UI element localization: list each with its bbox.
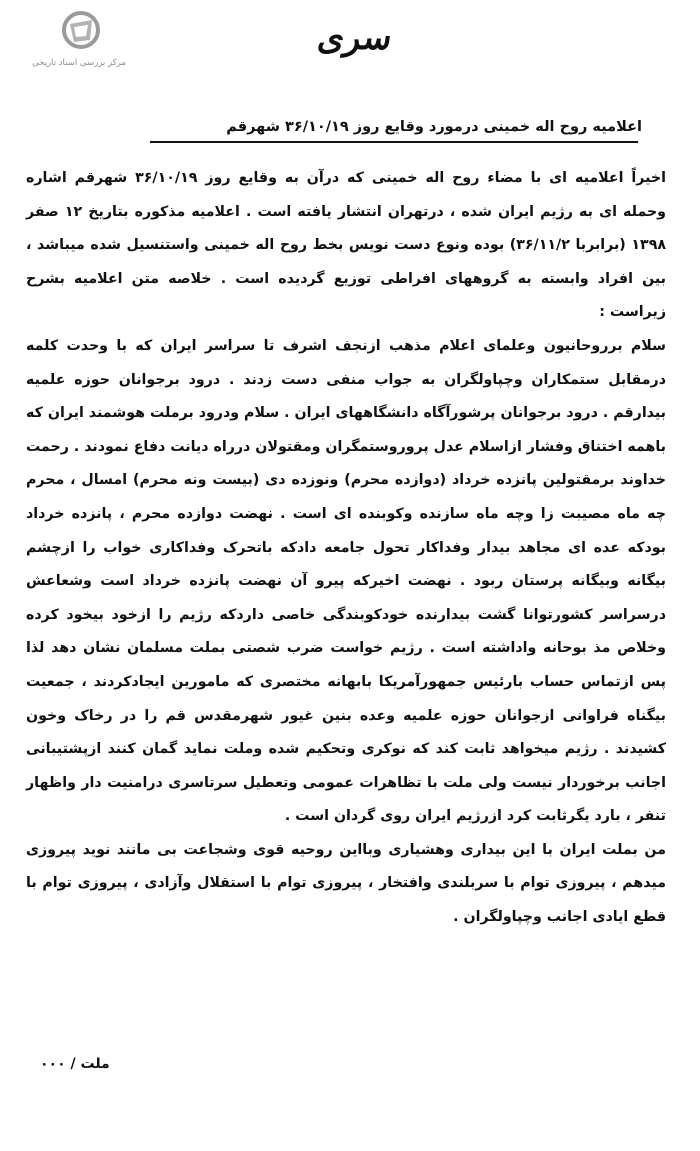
archive-logo (14, 10, 144, 72)
classification-mark: سری (315, 18, 395, 58)
archive-seal-icon (62, 10, 100, 54)
document-title: اعلامیه روح اله خمینی درمورد وقایع روز ۳۶/۱۰/۱۹ شهرقم (226, 119, 642, 135)
title-underline (150, 141, 638, 143)
paragraph-conclusion: من بملت ایران با این بیداری وهشیاری وبااین روحیه قوی وشجاعت بی مانند نوید پیروزی میدهم ، پیروزی توام با سربلندی وافتخار ، پیروزی توام با استقلال وآزادی ، پیروزی توام با قطع ایادی اجانب وچپاولگران . (26, 841, 666, 926)
archive-logo-text: مرکز بررسی اسناد تاریخی (32, 58, 126, 68)
document-body (26, 162, 666, 935)
paragraph-main: سلام برروحانیون وعلمای اعلام مذهب ازنجف اشرف تا سراسر ایران که با وحدت کلمه درمقابل ستمکاران وچپاولگران به جواب منفی دست زدند . درود برجوانان حوزه علمیه بیدارقم . درود برجوانان پرشورآگاه دانشگاههای ایران . سلام ودرود برملت هوشمند ایران که باهمه اختناق وفشار ازاسلام عدل پروروستمگران ومقتولان درراه دیانت دفاع نمودند . رحمت خداوند برمقتولین پانزده خرداد (دوازده محرم) ونوزده دی (بیست ونه محرم) امسال ، محرم چه ماه مصیبت زا وچه ماه سازنده وکوبنده ای است . نهضت دوازده محرم ، پانزده خرداد بودکه عده ای مجاهد بیدار وفداکار تحول جامعه دادکه باتحرک وفداکاری خواب را ازچشم بیگانه وبیگانه پرستان ربود . نهضت اخیرکه پیرو آن نهضت پانزده خرداد است وشعاعش درسراسر کشورتوانا گشت بیدارنده خودکوبندگی خاصی داردکه رژیم را ازخود بیخود کرده وخلاص مذ بوحانه واداشته است . رژیم خواست ضرب شصتی بملت مسلمان نشان دهد لذا پس ازتماس حساب بارئیس جمهورآمریکا بابهانه مختصری که مامورین ایجادکردند ، جمعیت بیگناه فراوانی ازجوانان حوزه علمیه وعده بنین غیور شهرمقدس قم را در رخاک وخون کشیدند . رژیم میخواهد ثابت کند که نوکری وتحکیم شده وملت نماید گمان کنند ازپشتیبانی اجانب برخوردار نیست ولی ملت با تظاهرات عمومی وتعطیل سرتاسری درامنیت دار واظهار تنفر ، بارد یگرثابت کرد ازرژیم ایران روی گردان است . (26, 337, 666, 825)
paragraph-intro: اخیراً اعلامیه ای با مضاء روح اله خمینی که درآن به وقایع روز ۳۶/۱۰/۱۹ شهرقم اشاره وحمله ای به رژیم ایران شده ، درتهران انتشار یافته است . اعلامیه مذکوره بتاریخ ۱۲ صفر ۱۳۹۸ (برابربا ۳۶/۱۱/۲) بوده ونوع دست نویس بخط روح اله خمینی واستنسیل شده میباشد ، بین افراد وابسته به گروههای افراطی توزیع گردیده است . خلاصه متن اعلامیه بشرح زیراست : (26, 170, 667, 321)
closing-signature: ملت / ۰۰۰ (40, 1056, 110, 1072)
